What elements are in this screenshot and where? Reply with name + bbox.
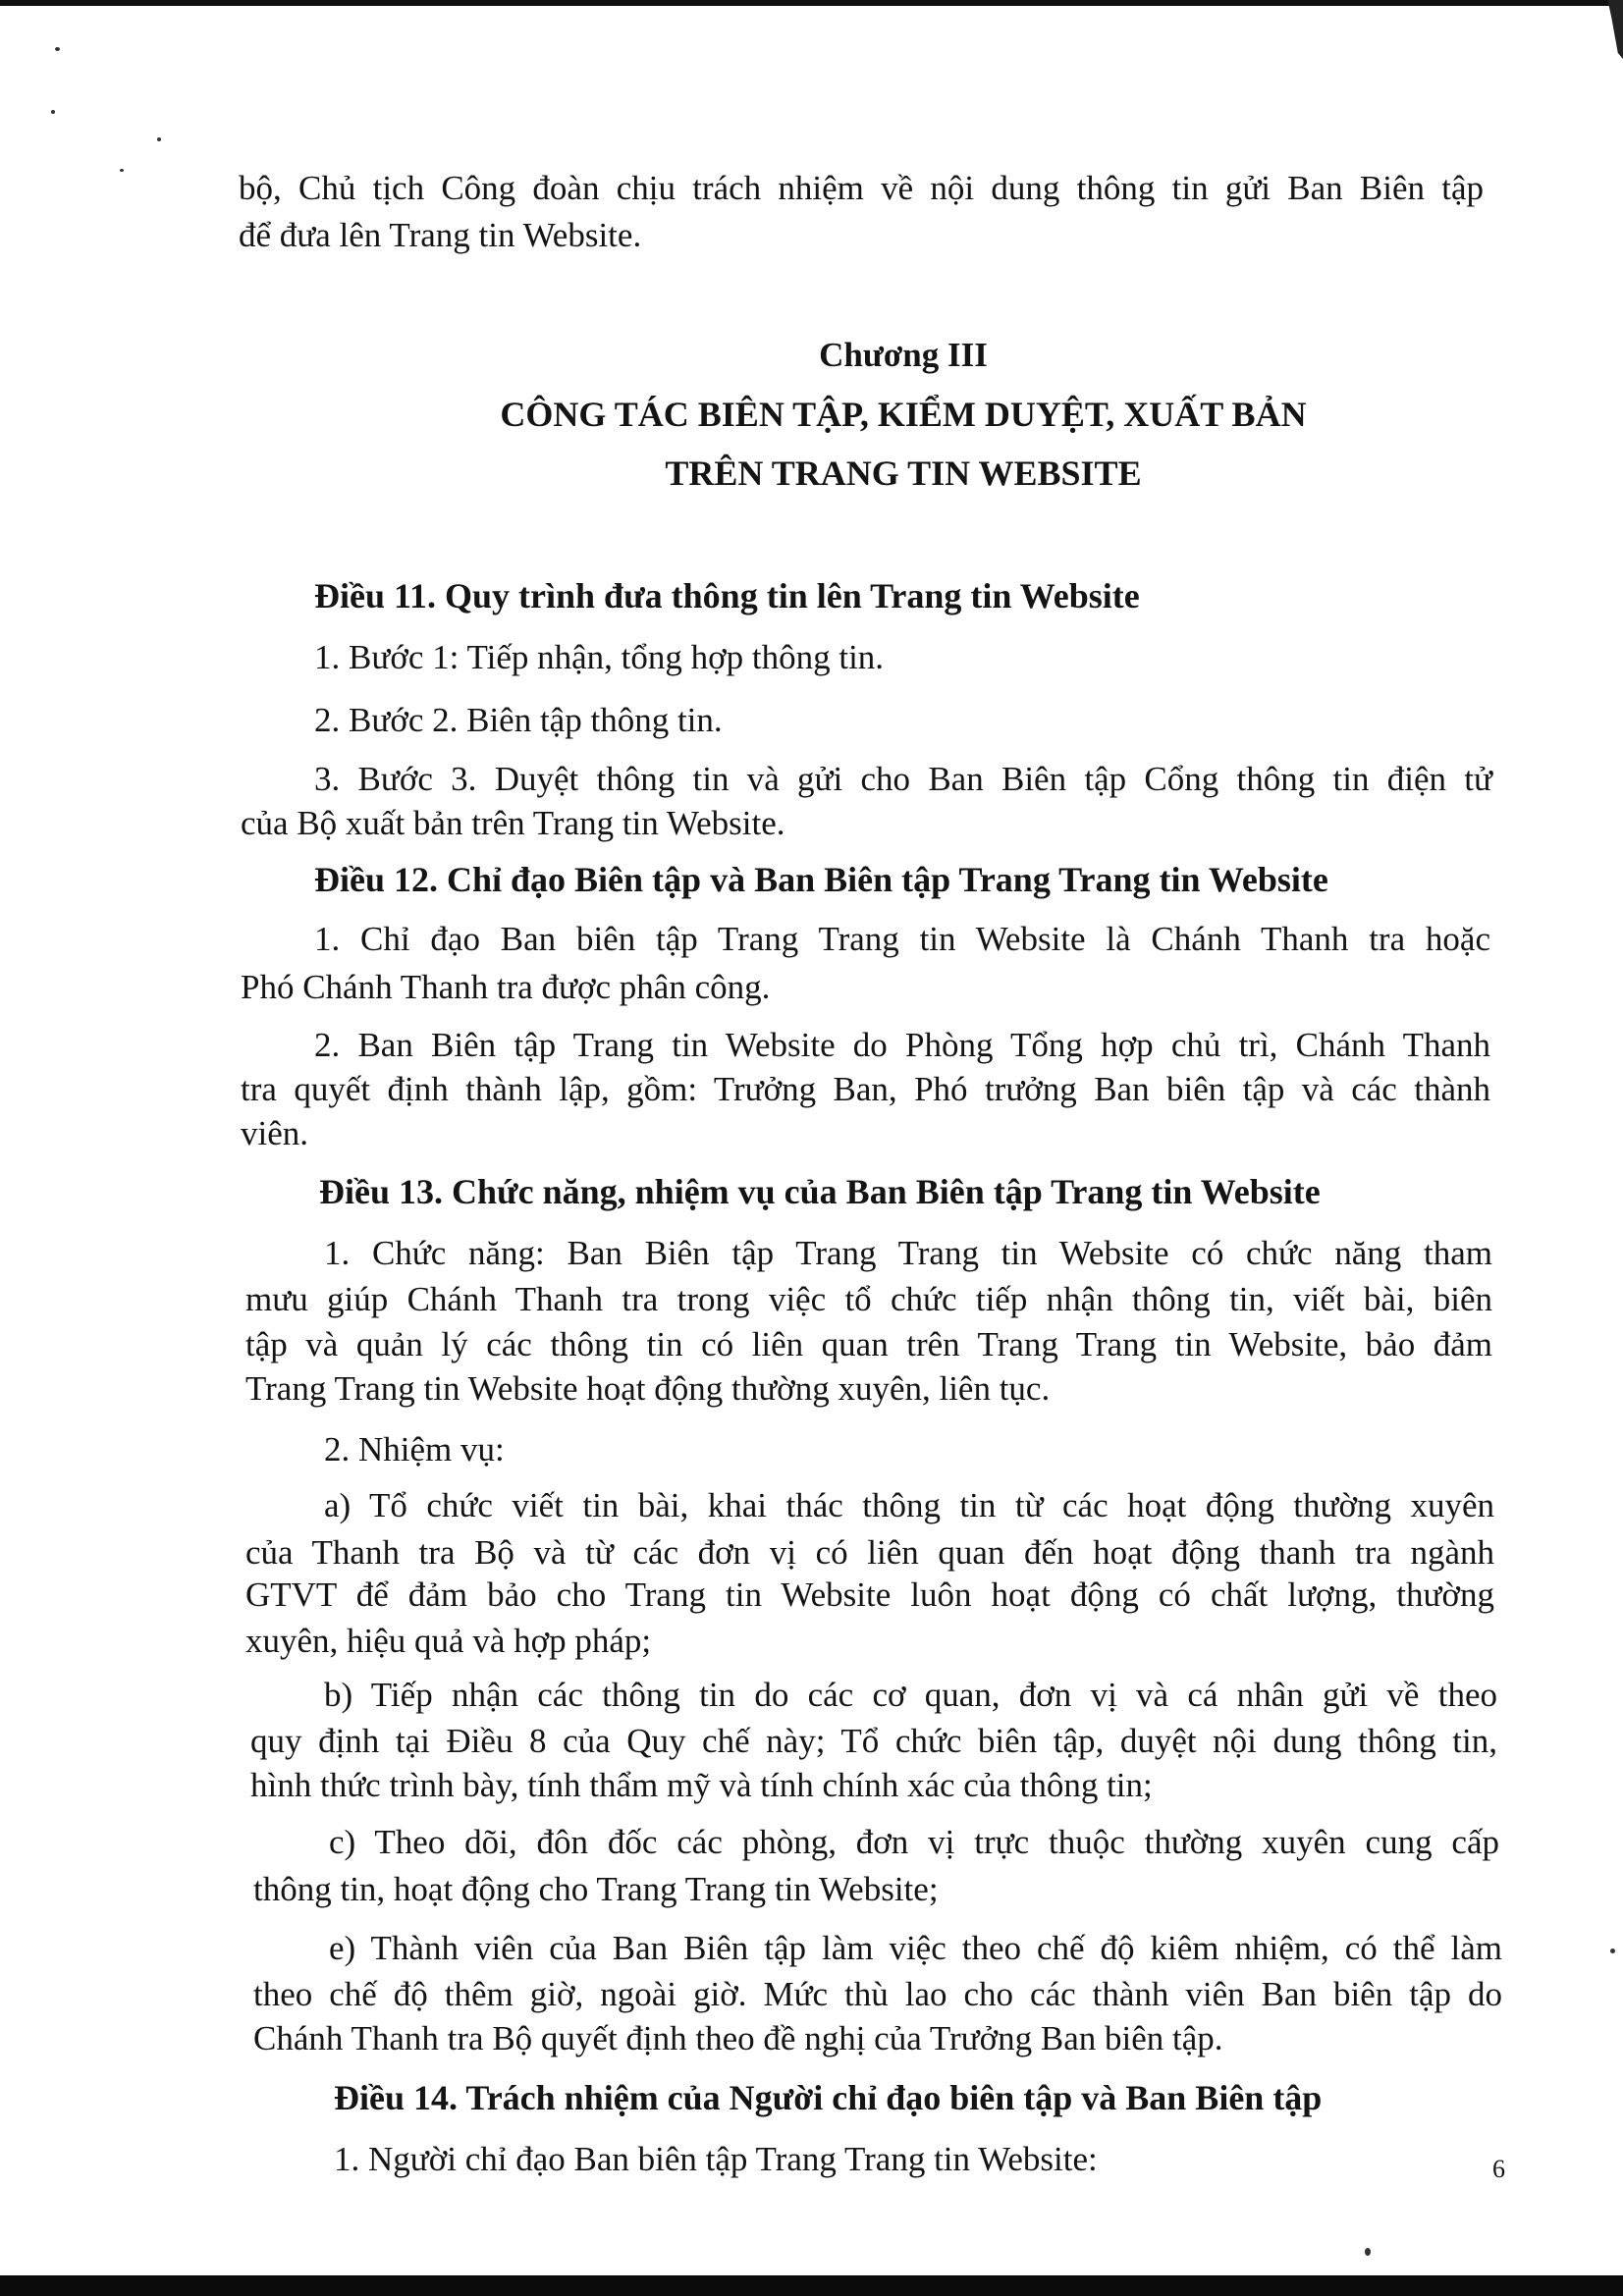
article-12-heading: Điều 12. Chỉ đạo Biên tập và Ban Biên tập Trang Trang tin Website: [314, 860, 1328, 899]
chapter-title-line-1: CÔNG TÁC BIÊN TẬP, KIỂM DUYỆT, XUẤT BẢN: [500, 395, 1307, 434]
article-13-p1-line-2: mưu giúp Chánh Thanh tra trong việc tổ chức tiếp nhận thông tin, viết bài, biên: [245, 1280, 1492, 1318]
article-14-p1: 1. Người chỉ đạo Ban biên tập Trang Trang tin Website:: [334, 2140, 1098, 2178]
article-13-item-b-line-1: b) Tiếp nhận các thông tin do các cơ quan, đơn vị và cá nhân gửi về theo: [324, 1676, 1497, 1714]
chapter-title-line-2: TRÊN TRANG TIN WEBSITE: [665, 454, 1142, 493]
page-number: 6: [1492, 2155, 1505, 2183]
article-13-item-e-line-2: theo chế độ thêm giờ, ngoài giờ. Mức thù lao cho các thành viên Ban biên tập do: [253, 1975, 1502, 2013]
article-11-step-3-line-1: 3. Bước 3. Duyệt thông tin và gửi cho Ban Biên tập Cổng thông tin điện tử: [314, 760, 1492, 798]
scan-speck: [157, 137, 161, 141]
article-12-p2-line-1: 2. Ban Biên tập Trang tin Website do Phòng Tổng hợp chủ trì, Chánh Thanh: [314, 1026, 1490, 1064]
article-13-p2: 2. Nhiệm vụ:: [324, 1430, 505, 1468]
article-12-p2-line-3: viên.: [241, 1114, 309, 1152]
article-13-p1-line-4: Trang Trang tin Website hoạt động thường xuyên, liên tục.: [245, 1369, 1051, 1408]
article-13-p1-line-3: tập và quản lý các thông tin có liên quan trên Trang Trang tin Website, bảo đảm: [245, 1325, 1492, 1363]
scan-top-edge: [0, 0, 1623, 6]
article-13-item-c-line-1: c) Theo dõi, đôn đốc các phòng, đơn vị trực thuộc thường xuyên cung cấp: [329, 1823, 1499, 1861]
article-12-p1-line-1: 1. Chỉ đạo Ban biên tập Trang Trang tin Website là Chánh Thanh tra hoặc: [314, 920, 1490, 958]
article-13-heading: Điều 13. Chức năng, nhiệm vụ của Ban Biên tập Trang tin Website: [319, 1172, 1321, 1211]
article-11-step-2: 2. Bước 2. Biên tập thông tin.: [314, 701, 723, 739]
article-11-step-3-line-2: của Bộ xuất bản trên Trang tin Website.: [241, 804, 785, 842]
article-11-heading: Điều 11. Quy trình đưa thông tin lên Trang tin Website: [314, 576, 1140, 615]
scan-speck: [1610, 1949, 1615, 1953]
article-13-p1-line-1: 1. Chức năng: Ban Biên tập Trang Trang tin Website có chức năng tham: [324, 1234, 1492, 1272]
scan-speck: [55, 47, 60, 51]
article-13-item-a-line-3: GTVT để đảm bảo cho Trang tin Website luôn hoạt động có chất lượng, thường: [245, 1575, 1494, 1614]
intro-line-2: để đưa lên Trang tin Website.: [239, 216, 642, 254]
article-13-item-c-line-2: thông tin, hoạt động cho Trang Trang tin Website;: [253, 1870, 939, 1908]
scan-speck: [120, 169, 124, 172]
article-13-item-a-line-2: của Thanh tra Bộ và từ các đơn vị có liên quan đến hoạt động thanh tra ngành: [245, 1533, 1494, 1572]
article-12-p1-line-2: Phó Chánh Thanh tra được phân công.: [241, 968, 771, 1006]
article-13-item-a-line-4: xuyên, hiệu quả và hợp pháp;: [245, 1622, 652, 1660]
article-13-item-e-line-3: Chánh Thanh tra Bộ quyết định theo đề nghị của Trưởng Ban biên tập.: [253, 2019, 1223, 2057]
article-13-item-e-line-1: e) Thành viên của Ban Biên tập làm việc theo chế độ kiêm nhiệm, có thể làm: [329, 1929, 1502, 1967]
article-12-p2-line-2: tra quyết định thành lập, gồm: Trưởng Ban, Phó trưởng Ban biên tập và các thành: [241, 1070, 1490, 1108]
scan-speck: [51, 110, 55, 114]
article-11-step-1: 1. Bước 1: Tiếp nhận, tổng hợp thông tin.: [314, 638, 885, 676]
scan-speck: [1365, 2248, 1371, 2256]
article-13-item-b-line-3: hình thức trình bày, tính thẩm mỹ và tính chính xác của thông tin;: [250, 1766, 1153, 1804]
article-13-item-a-line-1: a) Tổ chức viết tin bài, khai thác thông tin từ các hoạt động thường xuyên: [324, 1486, 1494, 1524]
article-13-item-b-line-2: quy định tại Điều 8 của Quy chế này; Tổ chức biên tập, duyệt nội dung thông tin,: [250, 1722, 1497, 1760]
chapter-label: Chương III: [819, 336, 988, 374]
intro-line-1: bộ, Chủ tịch Công đoàn chịu trách nhiệm về nội dung thông tin gửi Ban Biên tập: [239, 169, 1484, 207]
article-14-heading: Điều 14. Trách nhiệm của Người chỉ đạo biên tập và Ban Biên tập: [334, 2078, 1323, 2117]
scan-bottom-edge: [0, 2275, 1623, 2296]
scan-corner-mark: [1597, 0, 1623, 59]
